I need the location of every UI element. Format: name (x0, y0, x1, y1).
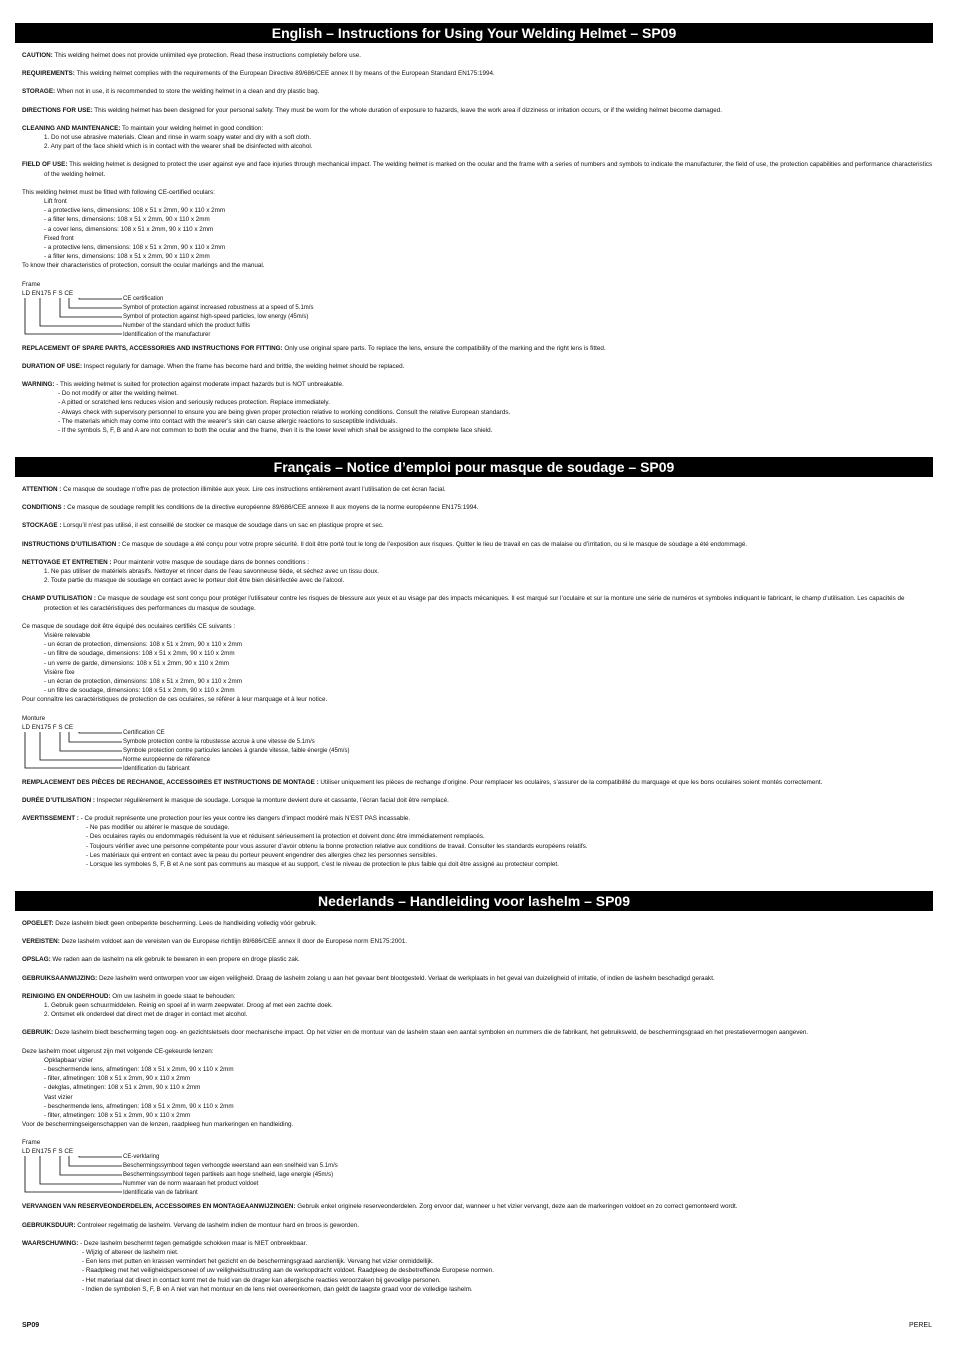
field-of-use-text: CHAMP D’UTILISATION : Ce masque de soudage est sont conçu pour protéger l’utilisateur contre les risques de blessure aux yeux et au visage par des impacts mécaniques. Il est marqué sur l’oculaire et sur la monture une série de numéros et symboles indiquant le fabricant, le champ d’utilisation. Les capacités de protection et les caractéristiques des performances du masque de soudage. (22, 595, 905, 612)
list-item: - un filtre de soudage, dimensions: 108 x 51 x 2mm, 90 x 110 x 2mm (44, 650, 235, 658)
list-item: - a filter lens, dimensions: 108 x 51 x 2mm, 90 x 110 x 2mm (44, 253, 210, 261)
frame-label-standard: Nummer van de norm waaraan het product voldoet (123, 1181, 259, 1188)
cleaning-text: CLEANING AND MAINTENANCE: To maintain your welding helmet in good condition: (22, 124, 264, 132)
frame-codes: LD EN175 F S CE (22, 289, 74, 297)
list-item: - Het materiaal dat direct in contact komt met de huid van de drager kan allergische reacties veroorzaken bij gevoelige personen. (82, 1276, 441, 1284)
list-item: 2. Ontsmet elk onderdeel dat direct met de drager in contact met alcohol. (44, 1011, 248, 1019)
cleaning-list (44, 133, 933, 151)
oculars-outro: Voor de beschermingseigenschappen van de lenzen, raadpleeg hun markeringen en handleiding. (22, 1121, 294, 1129)
frame-marking-diagram (22, 714, 422, 772)
frame-label-s: Symbol of protection against increased robustness at a speed of 5.1m/s (123, 304, 314, 311)
list-item: - Een lens met putten en krassen vermindert het gezicht en de beschermingsgraad aanzienlijk. Vervang het vizier onmiddellijk. (82, 1258, 434, 1266)
frame-label-f: Symbol of protection against high-speed particles, low energy (45m/s) (123, 313, 309, 320)
requirements-text: CONDITIONS : Ce masque de soudage remplit les conditions de la directive européenne 89/686/CEE annexe II aux moyens de la norme européenne EN175:1994. (22, 504, 479, 512)
list-item: - Des oculaires rayés ou endommagés réduisent la vue et réduisent sérieusement la protection et doivent donc être immédiatement remplacés. (86, 833, 485, 841)
warning-block: AVERTISSEMENT : - Ce produit représente une protection pour les yeux contre les dangers d’impact modéré mais N’EST PAS incassable. - Ne pas modifier ou altérer le masque de soudage. - Des oculaires rayés ou endommagés réduisent la vue et réduisent sérieusement la protection et doivent donc être immédiatement remplacés. - Toujours vérifier avec une personne compétente pour vous assurer d’avoir obtenu la bonne protection relative aux conditions de travail. Consulter les standards européens relatifs. - Les matériaux qui entrent en contact avec la peau du porteur peuvent engendrer des allergies chez les personnes sensibles. - Lorsque les symboles S, F, B et A ne sont pas communs au masque et au support, c’est le niveau de protection le plus faible qui doit être assigné au protecteur complet. (22, 814, 933, 869)
section-english (22, 23, 933, 435)
list-item: 2. Toute partie du masque de soudage en contact avec le porteur doit être bien désinfectée avec de l’alcool. (44, 577, 345, 585)
frame-label-ce: Certification CE (123, 729, 165, 736)
frame-label-manufacturer: Identificatie van de fabrikant (123, 1190, 198, 1197)
lift-front-label: Lift front (44, 198, 67, 206)
footer-model: SP09 (22, 1322, 40, 1329)
frame-codes: LD EN175 F S CE (22, 1148, 74, 1156)
lift-front-label: Opklapbaar vizier (44, 1056, 93, 1064)
list-item: - filter, afmetingen: 108 x 51 x 2mm, 90 x 110 x 2mm (44, 1075, 191, 1083)
frame-label: Frame (22, 1139, 41, 1147)
fixed-front-label: Visière fixe (44, 668, 75, 676)
frame-marking-diagram (22, 280, 422, 338)
footer-brand: PEREL (909, 1322, 932, 1329)
marking-leader-lines (22, 280, 132, 340)
list-item: - Do not modify or alter the welding helmet. (58, 390, 179, 398)
caution-text: OPGELET: Deze lashelm biedt geen onbeperkte bescherming. Lees de handleiding volledig vóór gebruik. (22, 920, 317, 927)
frame-label-s: Symbole protection contre la robustesse accrue à une vitesse de 5.1m/s (123, 738, 315, 745)
section-french (22, 457, 933, 869)
list-item: - Toujours vérifier avec une personne compétente pour vous assurer d’avoir obtenu la bonne protection relative aux conditions de travail. Consulter les standards européens relatifs. (86, 842, 588, 850)
cleaning-list (44, 567, 933, 585)
list-item: - beschermende lens, afmetingen: 108 x 51 x 2mm, 90 x 110 x 2mm (44, 1102, 234, 1110)
oculars-outro: Pour connaître les caractéristiques de protection de ces oculaires, se référer à leur marquage et à leur notice. (22, 696, 328, 704)
requirements-text: VEREISTEN: Deze lashelm voldoet aan de vereisten van de Europese richtlijn 89/686/CEE annex II door de Europese norm EN175:2001. (22, 938, 408, 946)
caution-text: CAUTION: This welding helmet does not provide unlimited eye protection. Read these instructions completely before use. (22, 52, 362, 59)
frame-label-manufacturer: Identification of the manufacturer (123, 331, 211, 338)
list-item: - If the symbols S, F, B and A are not common to both the ocular and the frame, then it is the lower level which shall be assigned to the complete face shield. (58, 427, 493, 435)
frame-label: Frame (22, 280, 41, 288)
requirements-text: REQUIREMENTS: This welding helmet complies with the requirements of the European Directive 89/686/CEE annex II by means of the European Standard EN175:1994. (22, 70, 495, 78)
directions-text: GEBRUIKSAANWIJZING: Deze lashelm werd ontworpen voor uw eigen veiligheid. Draag de lashelm zolang u aan het gevaar bent blootgesteld. Verlaat de werkplaats in het geval van duizeligheid of irritatie, of indien de lashelm beschadigd geraakt. (22, 974, 715, 982)
frame-codes: LD EN175 F S CE (22, 723, 74, 731)
marking-leader-lines (22, 1138, 132, 1198)
replacement-text: REMPLACEMENT DES PIÈCES DE RECHANGE, ACCESSOIRES ET INSTRUCTIONS DE MONTAGE : Utiliser uniquement les pièces de rechange d’origine. Pour remplacer les oculaires, s’assurer de la compatibilité du marquage et que les bons oculaires soient montés correctement. (22, 778, 823, 786)
list-item: - a cover lens, dimensions: 108 x 51 x 2mm, 90 x 110 x 2mm (44, 225, 214, 233)
list-item: - a protective lens, dimensions: 108 x 51 x 2mm, 90 x 110 x 2mm (44, 244, 226, 252)
frame-label-standard: Norme européenne de référence (123, 756, 211, 763)
list-item: - Always check with supervisory personnel to ensure you are being given proper protection relative to working conditions. Consult the relative European standards. (58, 408, 511, 416)
list-item: - Raadpleeg met het veiligheidspersoneel of uw veiligheidsuitrusting aan de werkopdracht voldoet. Raadpleeg de desbetreffende Europese normen. (82, 1267, 494, 1275)
fixed-front-label: Vast vizier (44, 1093, 73, 1101)
lift-front-label: Visière relevable (44, 632, 91, 640)
cleaning-text: NETTOYAGE ET ENTRETIEN : Pour maintenir votre masque de soudage dans de bonnes conditions : (22, 558, 310, 566)
oculars-intro: This welding helmet must be fitted with following CE-certified oculars: (22, 188, 215, 196)
section-title: Nederlands – Handleiding voor lashelm – SP09 (15, 891, 933, 911)
directions-text: DIRECTIONS FOR USE: This welding helmet has been designed for your personal safety. They must be worn for the whole duration of exposure to hazards, leave the work area if dizziness or irritation occurs, or if the welding helmet become damaged. (22, 106, 722, 114)
list-item: - a protective lens, dimensions: 108 x 51 x 2mm, 90 x 110 x 2mm (44, 207, 226, 215)
list-item: 1. Ne pas utiliser de matériels abrasifs. Nettoyer et rincer dans de l’eau savonneuse tiède, et séchez avec un tissu doux. (44, 568, 379, 576)
list-item: - Indien de symbolen S, F, B en A niet van het montuur en de lens niet overeenkomen, dan geldt de laagste graad voor de volledige lashelm. (82, 1285, 473, 1293)
duration-text: DURATION OF USE: Inspect regularly for damage. When the frame has become hard and brittle, the welding helmet should be replaced. (22, 362, 405, 370)
frame-label-standard: Number of the standard which the product fulfils (123, 322, 251, 329)
frame-label-ce: CE certification (123, 295, 164, 302)
list-item: 1. Gebruik geen schuurmiddelen. Reinig en spoel af in warm zeepwater. Droog af met een zachte doek. (44, 1002, 333, 1010)
replacement-text: REPLACEMENT OF SPARE PARTS, ACCESSORIES AND INSTRUCTIONS FOR FITTING: Only use original spare parts. To replace the lens, ensure the compatibility of the marking and the right lens is fitted. (22, 344, 606, 352)
field-of-use-text: GEBRUIK: Deze lashelm biedt bescherming tegen oog- en gezichtsletsels door mechanische impact. Op het vizier en de montuur van de lashelm staan een aantal symbolen en nummers die de fabrikant, het gebruiksveld, de beschermingsgraad en het prestatievermogen aangeven. (22, 1029, 809, 1037)
storage-text: OPSLAG: We raden aan de lashelm na elk gebruik te bewaren in een propere en droge plastic zak. (22, 956, 300, 964)
oculars-intro: Deze lashelm moet uitgerust zijn met volgende CE-gekeurde lenzen: (22, 1047, 214, 1055)
cleaning-text: REINIGING EN ONDERHOUD: Om uw lashelm in goede staat te behouden: (22, 992, 236, 1000)
list-item: - un filtre de soudage, dimensions: 108 x 51 x 2mm, 90 x 110 x 2mm (44, 687, 235, 695)
frame-label-f: Beschermingssymbool tegen partikels aan hoge snelheid, lage energie (45m/s) (123, 1172, 334, 1179)
fixed-front-label: Fixed front (44, 234, 74, 242)
list-item: - dekglas, afmetingen: 108 x 51 x 2mm, 90 x 110 x 2mm (44, 1084, 201, 1092)
list-item: 2. Any part of the face shield which is in contact with the wearer shall be disinfected with alcohol. (44, 143, 313, 151)
section-dutch (22, 891, 933, 1294)
replacement-text: VERVANGEN VAN RESERVEONDERDELEN, ACCESSOIRES EN MONTAGEAANWIJZINGEN: Gebruik enkel originele reserveonderdelen. Zorg ervoor dat, wanneer u het vizier vervangt, deze aan de markeringen voldoet en zo correct gemonteerd wordt. (22, 1203, 738, 1211)
marking-leader-lines (22, 714, 132, 774)
list-item: - The materials which may come into contact with the wearer’s skin can cause allergic reactions to susceptible individuals. (58, 417, 398, 425)
list-item: 1. Do not use abrasive materials. Clean and rinse in warm soapy water and dry with a soft cloth. (44, 134, 312, 142)
cleaning-list (44, 1001, 933, 1019)
duration-text: DURÉE D’UTILISATION : Inspecter régulièrement le masque de soudage. Lorsque la monture devient dure et cassante, l’écran facial doit être remplacé. (22, 796, 449, 804)
duration-text: GEBRUIKSDUUR: Controleer regelmatig de lashelm. Vervang de lashelm indien de montuur hard en broos is geworden. (22, 1221, 360, 1229)
frame-label-f: Symbole protection contre particules lancées à grande vitesse, faible énergie (45m/s) (123, 747, 350, 754)
list-item: - Lorsque les symboles S, F, B et A ne sont pas communs au masque et au support, c’est le niveau de protection le plus faible qui doit être assigné au protecteur complet. (86, 861, 559, 869)
list-item: - filter, afmetingen: 108 x 51 x 2mm, 90 x 110 x 2mm (44, 1112, 191, 1120)
warning-block: WARNING: - This welding helmet is suited for protection against moderate impact hazards but is NOT unbreakable. - Do not modify or alter the welding helmet. - A pitted or scratched lens reduces vision and seriously reduces protection. Replace immediately. - Always check with supervisory personnel to ensure you are being given proper protection relative to working conditions. Consult the relative European standards. - The materials which may come into contact with the wearer’s skin can cause allergic reactions to susceptible individuals. - If the symbols S, F, B and A are not common to both the ocular and the frame, then it is the lower level which shall be assigned to the complete face shield. (22, 380, 933, 435)
list-item: - Wijzig of altereer de lashelm niet. (82, 1249, 179, 1257)
caution-text: ATTENTION : Ce masque de soudage n’offre pas de protection illimitée aux yeux. Lire ces instructions entièrement avant l’utilisation de cet écran facial. (22, 486, 446, 493)
storage-text: STORAGE: When not in use, it is recommended to store the welding helmet in a clean and dry plastic bag. (22, 88, 320, 96)
frame-label-s: Beschermingssymbool tegen verhoogde weerstand aan een snelheid van 5.1m/s (123, 1163, 338, 1170)
frame-label-ce: CE-verklaring (123, 1154, 160, 1161)
list-item: - Les matériaux qui entrent en contact avec la peau du porteur peuvent engendrer des allergies chez les personnes sensibles. (86, 851, 438, 859)
frame-label-manufacturer: Identification du fabricant (123, 765, 190, 772)
section-title: English – Instructions for Using Your Welding Helmet – SP09 (15, 23, 933, 43)
section-title: Français – Notice d’emploi pour masque de soudage – SP09 (15, 457, 933, 477)
field-of-use-text: FIELD OF USE: This welding helmet is designed to protect the user against eye and face injuries through mechanical impact. The welding helmet is marked on the ocular and the frame with a series of numbers and symbols to indicate the manufacturer, the field of use, the protection capabilities and performance characteristics of the welding helmet. (22, 161, 933, 178)
list-item: - beschermende lens, afmetingen: 108 x 51 x 2mm, 90 x 110 x 2mm (44, 1066, 234, 1074)
list-item: - A pitted or scratched lens reduces vision and seriously reduces protection. Replace immediately. (58, 399, 330, 407)
directions-text: INSTRUCTIONS D’UTILISATION : Ce masque de soudage a été conçu pour votre propre sécurité. Il doit être porté tout le long de l’exposition aux risques. Quitter le lieu de travail en cas de malaise ou d’irritation, ou si le masque de soudage a été endommagé. (22, 540, 748, 548)
list-item: - a filter lens, dimensions: 108 x 51 x 2mm, 90 x 110 x 2mm (44, 216, 210, 224)
warning-block: WAARSCHUWING: - Deze lashelm beschermt tegen gematigde schokken maar is NIET onbreekbaar. - Wijzig of altereer de lashelm niet. - Een lens met putten en krassen vermindert het gezicht en de beschermingsgraad aanzienlijk. Vervang het vizier onmiddellijk. - Raadpleeg met het veiligheidspersoneel of uw veiligheidsuitrusting aan de werkopdracht voldoet. Raadpleeg de desbetreffende Europese normen. - Het materiaal dat direct in contact komt met de huid van de drager kan allergische reacties veroorzaken bij gevoelige personen. - Indien de symbolen S, F, B en A niet van het montuur en de lens niet overeenkomen, dan geldt de laagste graad voor de volledige lashelm. (22, 1239, 933, 1294)
storage-text: STOCKAGE : Lorsqu’il n’est pas utilisé, il est conseillé de stocker ce masque de soudage dans un sac en plastique propre et sec. (22, 522, 384, 530)
list-item: - un verre de garde, dimensions: 108 x 51 x 2mm, 90 x 110 x 2mm (44, 659, 230, 667)
list-item: - un écran de protection, dimensions: 108 x 51 x 2mm, 90 x 110 x 2mm (44, 678, 242, 686)
oculars-intro: Ce masque de soudage doit être équipé des oculaires certifiés CE suivants : (22, 622, 236, 630)
frame-label: Monture (22, 714, 46, 722)
list-item: - Ne pas modifier ou altérer le masque de soudage. (86, 824, 230, 832)
frame-marking-diagram (22, 1138, 422, 1197)
list-item: - un écran de protection, dimensions: 108 x 51 x 2mm, 90 x 110 x 2mm (44, 641, 242, 649)
oculars-outro: To know their characteristics of protection, consult the ocular markings and the manual. (22, 262, 265, 270)
